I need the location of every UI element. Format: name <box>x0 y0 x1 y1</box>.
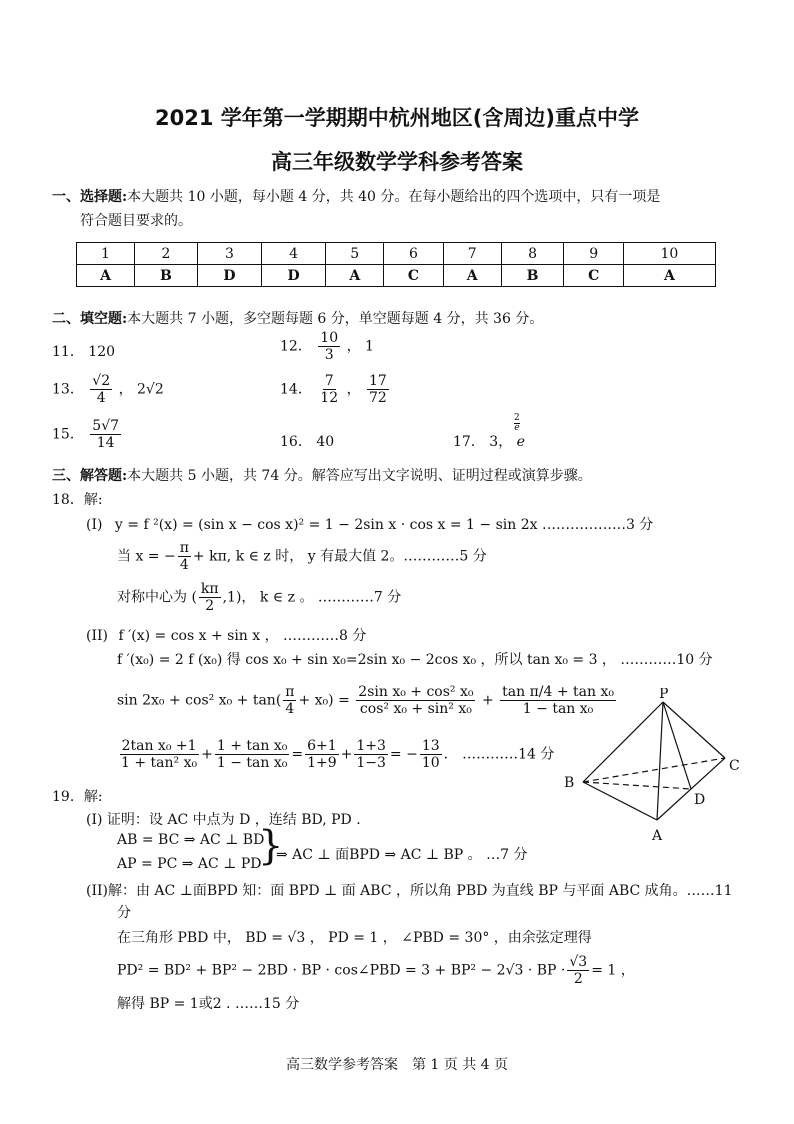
doc-title-line1: 2021 学年第一学期期中杭州地区(含周边)重点中学 <box>155 106 639 130</box>
part2-heading: 二、填空题: <box>52 311 128 327</box>
part3-heading: 三、解答题: <box>52 468 128 484</box>
q15-answer <box>52 418 123 451</box>
q19-part1-line2: AB = BC ⇒ AC ⊥ BD <box>117 832 265 848</box>
q12-num: 10 <box>320 330 339 346</box>
q18-eq4-frac5 <box>420 738 442 771</box>
q14-fraction-2 <box>367 373 389 406</box>
label-C: C <box>729 758 740 774</box>
q18-eq4-frac3 <box>305 738 339 771</box>
qnum-cell: 5 <box>326 243 384 265</box>
q19-frac-den: 2 <box>573 971 583 988</box>
q19-part1-line1: (I) 证明：设 AC 中点为 D ，连结 BD, PD . <box>86 812 361 828</box>
page-footer: 高三数学参考答案 第 1 页 共 4 页 <box>285 1057 509 1073</box>
q18-eq4-n2: 1 + tan x₀ <box>216 738 288 754</box>
q18-part2-tag: (II) <box>86 628 108 644</box>
q15-den: 14 <box>96 435 115 452</box>
q17-answer <box>453 431 525 451</box>
answer-cell: D <box>262 265 326 287</box>
answer-table-numbers <box>77 243 716 265</box>
q19-part2-line5: 解得 BP = 1或2 . ……15 分 <box>117 996 300 1012</box>
q18-eq3-a: sin 2x₀ + cos² x₀ + tan( <box>117 692 282 709</box>
q12-den: 3 <box>324 347 334 364</box>
part1-heading: 一、选择题: <box>52 189 128 205</box>
q19-part2-line1: (II)解：由 AC ⊥面BPD 知：面 BPD ⊥ 面 ABC ，所以角 PBD 为直线 BP 与平面 ABC 成角。……11 <box>86 883 733 899</box>
q11-value: 120 <box>88 344 116 360</box>
q19-label: 19．解: <box>52 789 103 805</box>
q16-label: 16． <box>280 434 312 450</box>
q18-eq4-n5: 13 <box>421 738 440 754</box>
answer-cell: C <box>384 265 443 287</box>
q14-label: 14． <box>280 381 312 398</box>
q17-label: 17． <box>453 434 485 450</box>
q18-part1-line3 <box>117 581 401 614</box>
q18-line3-num: kπ <box>200 581 219 597</box>
q19-part1-conclusion: ⇒ AC ⊥ 面BPD ⇒ AC ⊥ BP 。 …7 分 <box>276 847 528 863</box>
q18-eq4-d2: 1 − tan x₀ <box>216 755 288 772</box>
edge-BD-dashed <box>583 782 691 789</box>
q18-eq3-d1: cos² x₀ + sin² x₀ <box>359 701 472 718</box>
q18-line3-den: 2 <box>205 598 215 615</box>
q18-part1-line1 <box>86 514 653 534</box>
q18-line2-b: + kπ, k ∈ z 时， y 有最大值 2。…………5 分 <box>192 548 487 565</box>
answer-cell: D <box>197 265 261 287</box>
qnum-cell: 8 <box>501 243 564 265</box>
q18-part2-eq3 <box>117 684 618 717</box>
q18-part1-line2 <box>117 540 487 573</box>
part2-line <box>52 308 543 328</box>
q18-line2-a: 当 x = − <box>117 548 176 565</box>
answer-cell: A <box>623 265 715 287</box>
q18-line3-fraction <box>199 581 221 614</box>
q12-answer <box>280 330 374 363</box>
q19-frac-num: √3 <box>569 954 588 970</box>
q14-den-2: 72 <box>369 390 387 407</box>
q18-part1-tag: (I) <box>86 517 103 533</box>
q18-eq4-d5: 10 <box>421 755 440 772</box>
q18-part2-eq1: f ′(x) = cos x + sin x ， …………8 分 <box>118 628 367 644</box>
q17-exp-num: 2 <box>514 413 520 423</box>
part3-line <box>52 465 592 485</box>
q18-eq3-n1: 2sin x₀ + cos² x₀ <box>358 684 474 700</box>
q14-separator: ， <box>346 381 361 398</box>
qnum-cell: 7 <box>443 243 501 265</box>
qnum-cell: 4 <box>262 243 326 265</box>
part1-line1 <box>52 186 660 206</box>
edge-PA <box>657 702 663 820</box>
part2-text: 本大题共 7 小题，多空题每题 6 分，单空题每题 4 分，共 36 分。 <box>127 311 544 327</box>
q19-part2-line2: 分 <box>117 905 131 921</box>
doc-title-line2: 高三年级数学学科参考答案 <box>271 150 523 174</box>
q13-den: 4 <box>96 390 106 407</box>
q14-num-1: 7 <box>324 373 334 389</box>
q11-answer <box>52 341 115 361</box>
q18-eq4-frac4 <box>354 738 388 771</box>
qnum-cell: 2 <box>135 243 198 265</box>
q19-part2-line4 <box>117 954 635 987</box>
qnum-cell: 9 <box>564 243 623 265</box>
q17-exp-den: e <box>514 423 520 433</box>
part3-text: 本大题共 5 小题，共 74 分。解答应写出文字说明、证明过程或演算步骤。 <box>127 468 592 484</box>
qnum-cell: 3 <box>197 243 261 265</box>
answer-cell: A <box>443 265 501 287</box>
answer-cell: B <box>501 265 564 287</box>
q18-eq3-n2: tan π/4 + tan x₀ <box>502 684 614 700</box>
answer-cell: B <box>135 265 198 287</box>
q18-eq4-tail: ． …………14 分 <box>443 746 555 763</box>
q13-fraction <box>90 373 112 406</box>
pyramid-figure <box>560 688 750 848</box>
q18-part2-eq2: f ′(x₀) = 2 f (x₀) 得 cos x₀ + sin x₀=2sin x₀ − 2cos x₀ ，所以 tan x₀ = 3 ， …………10 分 <box>117 652 713 668</box>
q12-label: 12． <box>280 338 312 355</box>
edge-BA <box>583 782 657 820</box>
answer-table <box>76 242 716 287</box>
q14-fraction-1 <box>318 373 340 406</box>
q18-eq4-n3: 6+1 <box>307 738 337 754</box>
label-B: B <box>564 775 575 791</box>
label-D: D <box>694 792 706 808</box>
q18-eq3-pi-frac <box>283 684 296 717</box>
q18-line2-den: 4 <box>179 557 189 574</box>
edge-BC-dashed <box>583 758 725 782</box>
q18-line3-b: ,1)， k ∈ z 。 …………7 分 <box>222 589 402 606</box>
q18-eq4-d1: 1 + tan² x₀ <box>121 755 198 772</box>
q15-fraction <box>90 418 121 451</box>
answer-cell: A <box>326 265 384 287</box>
qnum-cell: 10 <box>623 243 715 265</box>
q15-label: 15． <box>52 426 84 443</box>
q19-law-tail: = 1 ， <box>591 962 635 979</box>
q13-answer <box>52 373 164 406</box>
q15-num: 5√7 <box>92 418 120 434</box>
q12-rest: ， 1 <box>346 338 374 355</box>
q18-line2-fraction <box>178 540 191 573</box>
q17-base: e <box>516 434 525 450</box>
q13-num: √2 <box>92 373 111 389</box>
q14-den-1: 12 <box>320 390 339 407</box>
label-P: P <box>659 688 669 702</box>
q17-exponent <box>514 414 520 433</box>
edge-PB <box>583 702 663 782</box>
q16-answer <box>280 431 334 451</box>
q19-sqrt3-over-2 <box>567 954 589 987</box>
q18-eq4-d3: 1+9 <box>307 755 337 772</box>
q14-num-2: 17 <box>369 373 387 389</box>
q18-line3-a: 对称中心为 ( <box>117 589 197 606</box>
q18-label: 18．解: <box>52 492 103 508</box>
q19-part2-line3: 在三角形 PBD 中， BD = √3 ， PD = 1 ， ∠PBD = 30° ，由余弦定理得 <box>117 930 592 946</box>
part1-text1: 本大题共 10 小题，每小题 4 分，共 40 分。在每小题给出的四个选项中，只有一项是 <box>127 189 661 205</box>
answer-table-answers <box>77 265 716 287</box>
q18-eq4-d4: 1−3 <box>356 755 386 772</box>
q16-value: 40 <box>316 434 335 450</box>
q17-value: 3， <box>489 434 513 450</box>
q18-eq3-pi: π <box>285 684 295 700</box>
q19-part1-line3: AP = PC ⇒ AC ⊥ PD <box>117 856 262 872</box>
q18-eq4-frac1 <box>119 738 199 771</box>
answer-cell: A <box>77 265 135 287</box>
q12-fraction <box>318 330 340 363</box>
q13-rest: ， 2√2 <box>118 381 164 398</box>
qnum-cell: 6 <box>384 243 443 265</box>
q18-part2-eq4: $\frac{\text{2tan x₀ +1}}{\text{1 + tan² x₀}}$ + $\frac{\text{1 + tan x₀}}{\text{1 − tan x₀}}$ = $\frac{6+1}{1+9}$ + $\frac{1+3}{1-3}$ = − $\frac{13}{10}$ ． …………14 分 <box>121 738 555 772</box>
q11-label: 11． <box>52 344 84 360</box>
q19-law-of-cosines: PD² = BD² + BP² − 2BD · BP · cos∠PBD = 3 + BP² − 2√3 · BP · <box>117 962 566 979</box>
q18-eq3-4: 4 <box>285 701 295 718</box>
part1-text2: 符合题目要求的。 <box>80 213 192 229</box>
q18-eq4-n1: 2tan x₀ +1 <box>121 738 197 754</box>
qnum-cell: 1 <box>77 243 135 265</box>
q18-eq3-frac1 <box>356 684 475 717</box>
q18-eq4-frac2 <box>215 738 290 771</box>
answer-cell: C <box>564 265 623 287</box>
q18-eq3-b: + x₀) = <box>298 692 350 709</box>
label-A: A <box>652 828 663 844</box>
q14-answer <box>280 373 391 406</box>
q18-eq4-n4: 1+3 <box>356 738 386 754</box>
q18-eq3-plus: + <box>481 692 494 709</box>
q18-line2-num: π <box>179 540 189 556</box>
q18-part2-line1 <box>86 625 366 645</box>
right-brace-icon: } <box>258 823 284 869</box>
q18-eq3-d2: 1 − tan x₀ <box>522 701 594 718</box>
q18-part1-eq: y = f ²(x) = (sin x − cos x)² = 1 − 2sin x · cos x = 1 − sin 2x ………………3 分 <box>114 517 654 533</box>
q13-label: 13． <box>52 381 84 398</box>
